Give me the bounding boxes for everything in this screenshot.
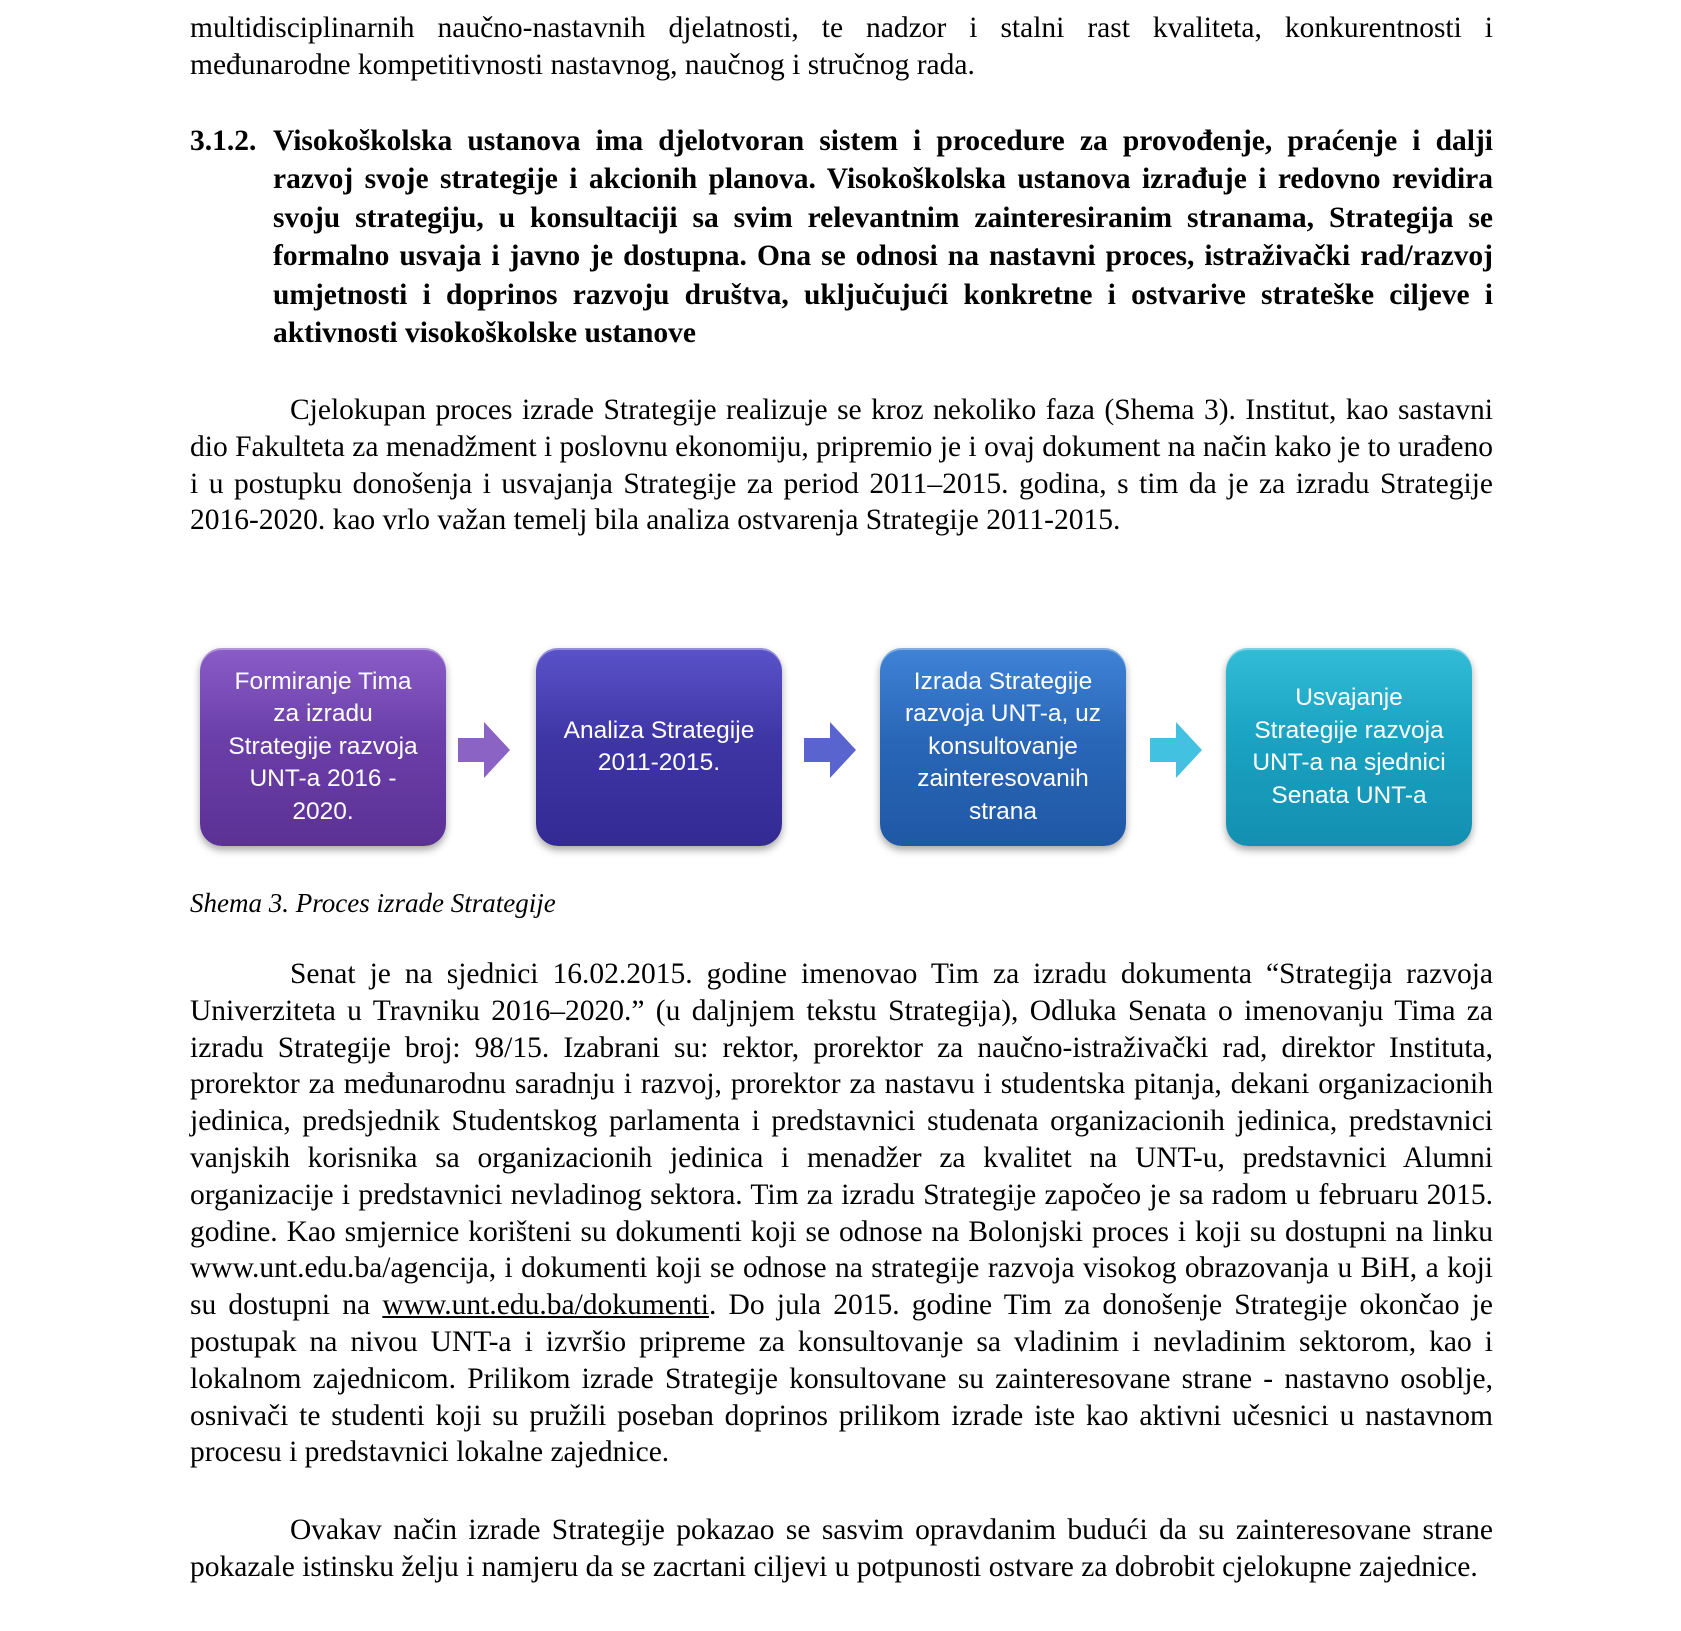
process-diagram: [190, 646, 1493, 856]
diagram-step-1: [200, 648, 446, 846]
paragraph-conclusion: Ovakav način izrade Strategije pokazao se sasvim opravdanim budući da su zainteresovane strane pokazale istinsku želju i namjeru da se zacrtani ciljevi u potpunosti ostvare za dobrobit cjelokupne zajednice.: [190, 1514, 1493, 1583]
diagram-step-4-label: Usvajanje Strategije razvoja UNT-a na sjednici Senata UNT-a: [1252, 684, 1446, 809]
paragraph-senate-text: Senat je na sjednici 16.02.2015. godine imenovao Tim za izradu dokumenta “Strategija razvoja Univerziteta u Travniku 2016–2020.” (u daljnjem tekstu Strategija), Odluka Senata o imenovanju Tima za izradu Strategije broj: 98/15. Izabrani su: rektor, prorektor za naučno-istraživački rad, direktor Instituta, prorektor za međunarodnu saradnju i razvoj, prorektor za nastavu i studentska pitanja, dekani organizacionih jedinica, predsjednik Studentskog parlamenta i predstavnici studenata organizacionih jedinica, predstavnici vanjskih korisnika sa organizacionih jedinica i menadžer za kvalitet na UNT-u, predstavnici Alumni organizacije i predstavnici nevladinog sektora. Tim za izradu Strategije započeo je sa radom u februaru 2015. godine. Kao smjernice korišteni su dokumenti koji se odnose na Bolonjski proces i koji su dostupni na linku www.unt.edu.ba/agencija, i dokumenti koji se odnose na strategije razvoja visokog obrazovanja u BiH, a koji su dostupni na: [190, 958, 1493, 1322]
section-heading: [190, 122, 1493, 352]
paragraph-senate-text-end: . Do jula 2015. godine Tim za donošenje Strategije okončao je postupak na nivou UNT-a i izvršio pripreme za konsultovanje sa vladinim i nevladinim sektorom, kao i lokalnom zajednicom. Prilikom izrade Strategije konsultovane su zainteresovane strane - nastavno osoblje, osnivači te studenti koji su pružili poseban doprinos prilikom izrade iste kao aktivni učesnici u nastavnom procesu i predstavnici lokalne zajednice.: [190, 1289, 1493, 1469]
diagram-step-2-label: Analiza Strategije 2011-2015.: [563, 716, 755, 776]
arrow-right-icon: [802, 718, 858, 782]
documents-link[interactable]: www.unt.edu.ba/dokumenti: [382, 1289, 709, 1322]
paragraph-process: Cjelokupan proces izrade Strategije realizuje se kroz nekoliko faza (Shema 3). Institut, kao sastavni dio Fakulteta za menadžment i poslovnu ekonomiju, pripremio je i ovaj dokument na način kako je to urađeno i u postupku donošenja i usvajanja Strategije za period 2011–2015. godina, s tim da je za izradu Strategije 2016-2020. kao vrlo važan temelj bila analiza ostvarenja Strategije 2011-2015.: [190, 394, 1493, 537]
diagram-caption: Shema 3. Proces izrade Strategije: [190, 888, 556, 918]
diagram-step-2: [536, 648, 782, 846]
paragraph-senate: [190, 956, 1493, 1471]
diagram-step-1-label: Formiranje Tima za izradu Strategije razvoja UNT-a 2016 - 2020.: [228, 667, 418, 825]
arrow-right-icon: [456, 718, 512, 782]
arrow-shape: [458, 722, 510, 778]
diagram-step-3-label: Izrada Strategije razvoja UNT-a, uz konsultovanje zainteresovanih strana: [904, 667, 1102, 825]
diagram-step-4: [1226, 648, 1472, 846]
arrow-right-icon: [1148, 718, 1204, 782]
diagram-step-3: [880, 648, 1126, 846]
section-title: Visokoškolska ustanova ima djelotvoran sistem i procedure za provođenje, praćenje i dalji razvoj svoje strategije i akcionih planova. Visokoškolska ustanova izrađuje i redovno revidira svoju strategiju, u konsultaciji sa svim relevantnim zainteresiranim stranama, Strategija se formalno usvaja i javno je dostupna. Ona se odnosi na nastavni proces, istraživački rad/razvoj umjetnosti i doprinos razvoju društva, uključujući konkretne i ostvarive strateške ciljeve i aktivnosti visokoškolske ustanove: [273, 125, 1493, 350]
arrow-shape: [804, 722, 856, 778]
section-number: 3.1.2.: [190, 125, 257, 157]
arrow-shape: [1150, 722, 1202, 778]
paragraph-intro: multidisciplinarnih naučno-nastavnih djelatnosti, te nadzor i stalni rast kvaliteta, konkurentnosti i međunarodne kompetitivnosti nastavnog, naučnog i stručnog rada.: [190, 12, 1493, 81]
